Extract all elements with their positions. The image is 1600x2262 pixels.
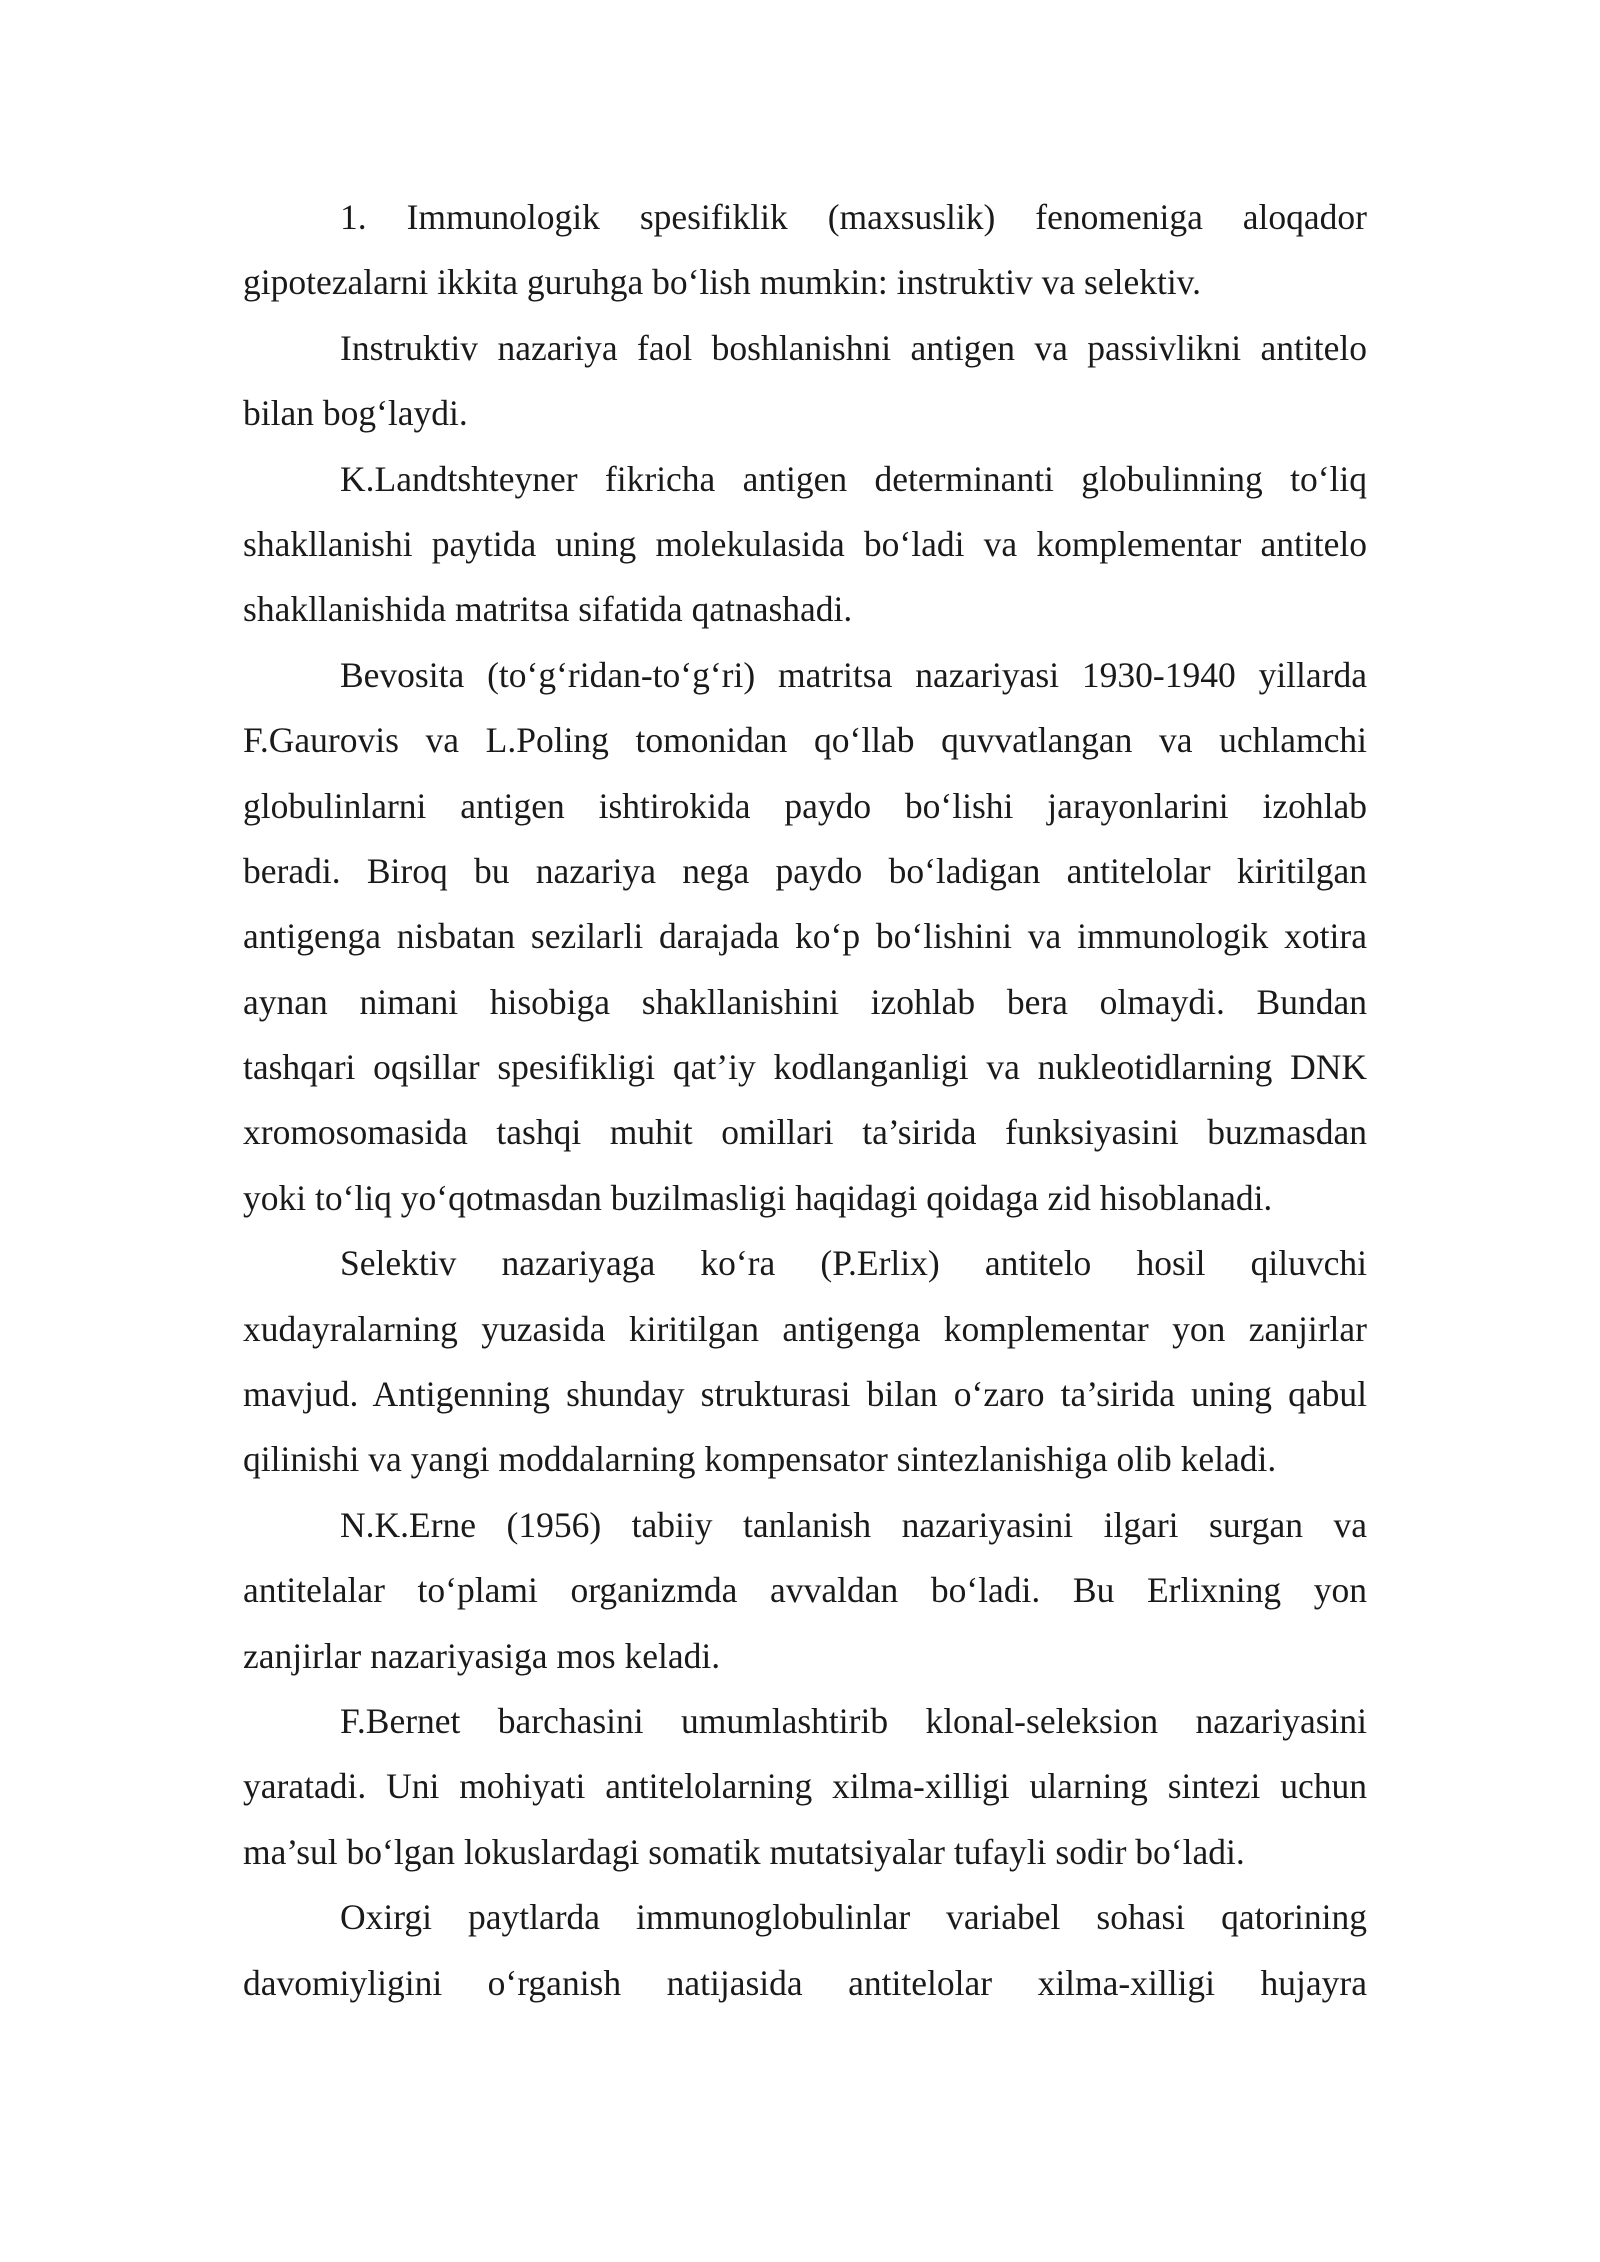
paragraph bbox=[243, 185, 1367, 316]
text-line: Bevosita (to‘g‘ridan-to‘g‘ri) matritsa nazariyasi 1930-1940 yillarda bbox=[340, 654, 1367, 695]
text-line: N.K.Erne (1956) tabiiy tanlanish nazariyasini ilgari surgan va bbox=[340, 1504, 1367, 1545]
document-page bbox=[243, 185, 1367, 2016]
text-line: xudayralarning yuzasida kiritilgan antigenga komplementar yon zanjirlar bbox=[243, 1308, 1367, 1349]
text-line: gipotezalarni ikkita guruhga bo‘lish mumkin: instruktiv va selektiv. bbox=[243, 262, 1201, 303]
text-line: davomiyligini o‘rganish natijasida antitelolar xilma-xilligi hujayra bbox=[243, 1962, 1367, 2003]
text-line: shakllanishi paytida uning molekulasida bo‘ladi va komplementar antitelo bbox=[243, 523, 1367, 564]
text-line: 1. Immunologik spesifiklik (maxsuslik) fenomeniga aloqador bbox=[340, 197, 1367, 237]
text-line: F.Bernet barchasini umumlashtirib klonal-seleksion nazariyasini bbox=[340, 1700, 1367, 1741]
paragraph bbox=[243, 1493, 1367, 1689]
paragraph bbox=[243, 447, 1367, 643]
text-line: yoki to‘liq yo‘qotmasdan buzilmasligi haqidagi qoidaga zid hisoblanadi. bbox=[243, 1177, 1273, 1218]
text-line: xromosomasida tashqi muhit omillari ta’sirida funksiyasini buzmasdan bbox=[243, 1112, 1367, 1153]
text-line: shakllanishida matritsa sifatida qatnashadi. bbox=[243, 589, 853, 630]
text-line: aynan nimani hisobiga shakllanishini izohlab bera olmaydi. Bundan bbox=[243, 981, 1367, 1022]
text-line: yaratadi. Uni mohiyati antitelolarning xilma-xilligi ularning sintezi uchun bbox=[243, 1766, 1367, 1807]
text-line: K.Landtshteyner fikricha antigen determinanti globulinning to‘liq bbox=[340, 458, 1367, 499]
paragraph bbox=[243, 316, 1367, 447]
text-line: bilan bog‘laydi. bbox=[243, 393, 468, 434]
paragraph bbox=[243, 1885, 1367, 2016]
text-line: Oxirgi paytlarda immunoglobulinlar variabel sohasi qatorining bbox=[340, 1897, 1367, 1938]
paragraph bbox=[243, 1689, 1367, 1885]
text-line: tashqari oqsillar spesifikligi qat’iy kodlanganligi va nukleotidlarning DNK bbox=[243, 1047, 1367, 1088]
text-line: ma’sul bo‘lgan lokuslardagi somatik mutatsiyalar tufayli sodir bo‘ladi. bbox=[243, 1831, 1245, 1872]
text-line: mavjud. Antigenning shunday strukturasi bilan o‘zaro ta’sirida uning qabul bbox=[243, 1374, 1367, 1415]
text-line: antigenga nisbatan sezilarli darajada ko‘p bo‘lishini va immunologik xotira bbox=[243, 916, 1367, 957]
text-line: antitelalar to‘plami organizmda avvaldan bo‘ladi. Bu Erlixning yon bbox=[243, 1570, 1367, 1611]
paragraph bbox=[243, 1231, 1367, 1493]
text-line: Selektiv nazariyaga ko‘ra (P.Erlix) antitelo hosil qiluvchi bbox=[340, 1243, 1367, 1284]
text-line: Instruktiv nazariya faol boshlanishni antigen va passivlikni antitelo bbox=[340, 327, 1367, 368]
text-line: qilinishi va yangi moddalarning kompensator sintezlanishiga olib keladi. bbox=[243, 1439, 1277, 1480]
text-line: globulinlarni antigen ishtirokida paydo bo‘lishi jarayonlarini izohlab bbox=[243, 785, 1367, 826]
text-line: zanjirlar nazariyasiga mos keladi. bbox=[243, 1635, 721, 1676]
paragraph bbox=[243, 643, 1367, 1232]
text-line: beradi. Biroq bu nazariya nega paydo bo‘ladigan antitelolar kiritilgan bbox=[243, 850, 1367, 891]
text-line: F.Gaurovis va L.Poling tomonidan qo‘llab quvvatlangan va uchlamchi bbox=[243, 720, 1367, 761]
